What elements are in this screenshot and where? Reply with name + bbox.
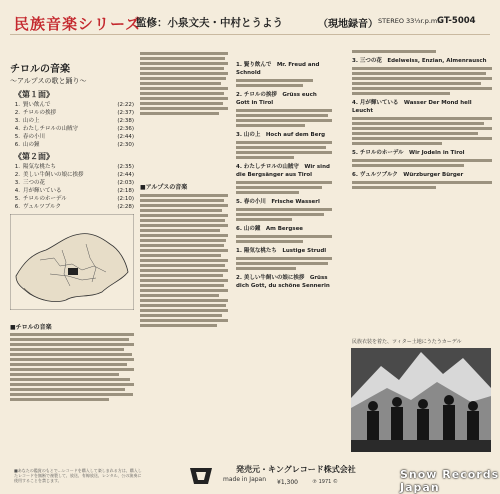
king-records-logo — [186, 464, 216, 488]
track-note-title: 6. ヴュルツブルク Würzburger Bürger — [352, 172, 464, 178]
track-note-title: 3. 山の上 Hoch auf dem Berg — [236, 132, 326, 138]
side2-notes — [352, 48, 492, 191]
track-row: 6. ヴュルツブルク (2:28) — [14, 204, 134, 210]
header-divider — [10, 34, 490, 35]
track-row: 4. わたしチロルの山賊守 (2:36) — [14, 126, 134, 132]
body-text — [140, 194, 228, 327]
track-row: 5. チロルのホーデル (2:10) — [14, 196, 134, 202]
track-note-title: 5. 春の小川 Frische Wasserl — [236, 199, 320, 205]
album-subtitle: 〜アルプスの歌と踊り〜 — [10, 77, 87, 85]
album-title: チロルの音楽 — [10, 64, 70, 75]
track-note-title: 2. チロルの挨拶 Grüss euch Gott in Tirol — [236, 92, 317, 106]
intro-text — [140, 50, 228, 117]
track-row: 3. 山の上 (2:38) — [14, 118, 134, 124]
track-note-title: 3. 三つの花 Edelweiss, Enzian, Almenrausch — [352, 58, 487, 64]
track-note-title: 6. 山の鐘 Am Bergsee — [236, 226, 304, 232]
tirol-marker — [68, 268, 78, 275]
track-note-title: 2. 美しい牛飼いの娘に挨拶 Grüss dich Gott, du schöne Sennerin — [236, 275, 330, 289]
europe-map — [10, 214, 134, 310]
track-note-title: 4. わたしチロルの山賊守 Wir sind die Bergsänger aus Tirol — [236, 164, 330, 178]
tracklist-panel — [10, 60, 134, 211]
legal-notice: ■あなたの鑑賞のもとで…レコードを購入して楽しまれる方は、購入したレコードを無断で複製して、放送、有線放送、レンタル、公の演奏に使用することを禁じます。 — [14, 468, 142, 483]
copyright: ℗ 1971 © — [312, 479, 338, 485]
section-alps-music: ■アルプスの音楽 — [140, 184, 188, 191]
photo-caption: 民族衣装を着た、ツィター土地にうたうカーデル — [352, 339, 462, 345]
catalog-number: GT-5004 — [437, 16, 476, 26]
track-row: 6. 山の鐘 (2:30) — [14, 142, 134, 148]
section-tirol-music: ■チロルの音楽 — [10, 324, 52, 331]
side1-notes — [236, 57, 332, 290]
track-row: 1. 賢い飲んで (2:22) — [14, 102, 134, 108]
performers-photo — [351, 348, 491, 452]
track-row: 5. 春の小川 (2:44) — [14, 134, 134, 140]
price: ¥1,300 — [277, 479, 298, 486]
made-in-japan: made in Japan — [223, 476, 267, 483]
alps-notes — [140, 182, 228, 329]
tirol-notes — [10, 322, 134, 403]
stereo-label: STEREO 33⅓r.p.m. — [378, 17, 440, 25]
side1-label: 《第１面》 — [14, 90, 54, 99]
supervisor-credit: 監修：小泉文夫・中村とうよう — [136, 17, 283, 29]
watermark: Snow Records Japan — [400, 468, 500, 494]
track-row: 2. 美しい牛飼いの娘に挨拶 (2:44) — [14, 172, 134, 178]
recording-note: （現地録音） — [318, 19, 378, 30]
series-title: 民族音楽シリーズ — [14, 15, 142, 33]
body-text — [10, 333, 134, 401]
body-text — [140, 52, 228, 115]
track-note-title: 1. 陽気な桃たち Lustige Strudl — [236, 248, 327, 254]
publisher: 発売元・キングレコード株式会社 — [236, 465, 356, 474]
track-row: 2. チロルの挨拶 (2:37) — [14, 110, 134, 116]
track-row: 1. 陽気な桃たち (2:35) — [14, 164, 134, 170]
track-note-title: 1. 賢り飲んで Mr. Freud and Schnold — [236, 62, 320, 76]
track-row: 3. 三つの花 (2:03) — [14, 180, 134, 186]
track-note-title: 5. チロルのホーデル Wir Jodeln in Tirol — [352, 150, 465, 156]
side2-label: 《第２面》 — [14, 152, 54, 161]
track-row: 4. 月が輝いている (2:18) — [14, 188, 134, 194]
track-note-title: 4. 月が輝いている Wasser Der Mond hell Leucht — [352, 100, 472, 114]
